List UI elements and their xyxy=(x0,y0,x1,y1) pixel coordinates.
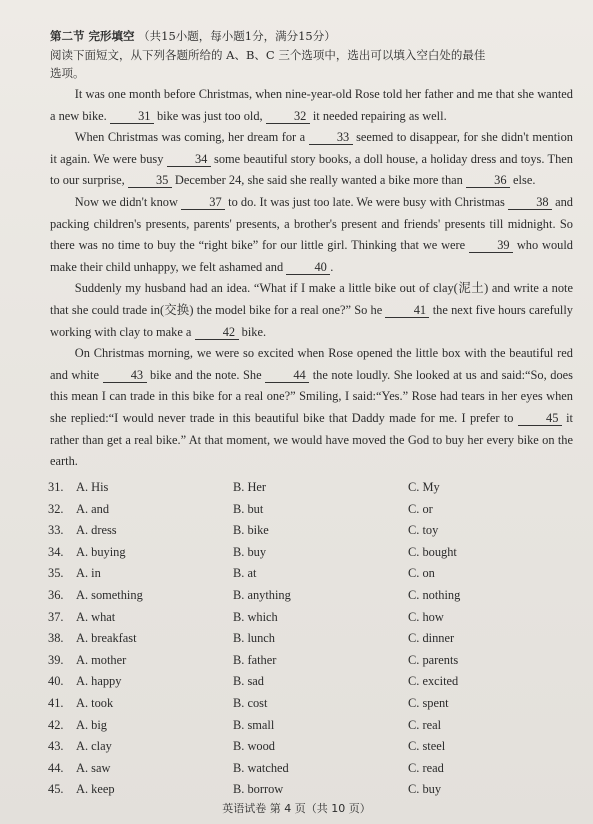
answer-blank: 31 xyxy=(110,109,154,124)
option-c: C. how xyxy=(408,609,444,624)
section-header xyxy=(50,28,573,44)
option-c: C. dinner xyxy=(408,631,455,646)
option-a: A. something xyxy=(76,587,143,602)
passage-text: to do. It was just too late. We were busy with Christmas xyxy=(225,194,508,209)
passage-paragraph xyxy=(50,84,573,127)
option-b: B. borrow xyxy=(233,782,284,797)
passage-text: . xyxy=(330,259,334,274)
question-number: 40. xyxy=(48,674,64,689)
question-number: 44. xyxy=(48,760,64,775)
answer-blank: 34 xyxy=(167,152,211,167)
question-number: 38. xyxy=(48,631,64,646)
passage-paragraph xyxy=(50,192,573,278)
passage-text: else. xyxy=(509,173,536,188)
option-a: A. mother xyxy=(76,652,127,667)
answer-blank: 36 xyxy=(466,173,510,188)
passage-text: On Christmas morning, we were so excited when Rose opened the little box with the beautiful red and white xyxy=(50,346,573,382)
passage-text: bike and the note. She xyxy=(146,367,266,382)
option-a: A. what xyxy=(76,609,116,624)
section-title: 第二节 完形填空 xyxy=(50,29,135,43)
passage-text: some beautiful story books, a doll house, a holiday dress and toys. Then to our surprise, xyxy=(50,151,573,188)
option-c: C. on xyxy=(408,566,435,581)
option-c: C. buy xyxy=(408,782,442,797)
option-a: A. saw xyxy=(76,760,111,775)
passage-text: When Christmas was coming, her dream for a xyxy=(74,130,309,145)
option-row xyxy=(48,563,568,585)
option-row xyxy=(48,693,568,715)
passage-paragraph xyxy=(50,127,573,192)
option-a: A. and xyxy=(76,501,110,516)
option-row xyxy=(48,671,568,693)
option-row xyxy=(48,520,568,542)
option-c: C. parents xyxy=(408,652,459,667)
question-number: 43. xyxy=(48,739,64,754)
question-number: 41. xyxy=(48,695,64,710)
passage-text: it rather than get a real bike.” At that moment, we would have moved the God to buy her every bike on the earth. xyxy=(50,410,574,469)
option-b: B. small xyxy=(233,717,275,732)
answer-blank: 37 xyxy=(181,195,225,210)
option-b: B. sad xyxy=(233,674,264,689)
option-row xyxy=(48,758,568,780)
question-number: 31. xyxy=(48,480,64,494)
option-row xyxy=(48,650,568,672)
option-b: B. buy xyxy=(233,544,267,559)
option-row xyxy=(48,542,568,564)
passage-text: bike was just too old, xyxy=(153,108,266,123)
option-b: B. Her xyxy=(233,480,267,494)
option-b: B. but xyxy=(233,501,264,516)
question-number: 35. xyxy=(48,566,64,581)
passage-paragraph xyxy=(50,343,573,473)
option-c: C. bought xyxy=(408,544,457,559)
option-c: C. or xyxy=(408,501,433,516)
option-a: A. took xyxy=(76,695,114,710)
option-b: B. watched xyxy=(233,760,289,775)
option-b: B. which xyxy=(233,609,278,624)
option-c: C. excited xyxy=(408,674,459,689)
option-row xyxy=(48,607,568,629)
passage-text: it needed repairing as well. xyxy=(309,108,447,123)
cloze-passage xyxy=(50,84,573,473)
answer-blank: 32 xyxy=(266,109,310,124)
option-a: A. breakfast xyxy=(76,631,137,646)
option-a: A. keep xyxy=(76,782,115,797)
passage-text: who would make their child unhappy, we felt ashamed and xyxy=(50,238,573,274)
option-b: B. bike xyxy=(233,523,269,538)
option-row xyxy=(48,628,568,650)
question-number: 45. xyxy=(48,782,64,797)
option-c: C. read xyxy=(408,760,444,775)
answer-blank: 39 xyxy=(469,238,513,253)
option-c: C. My xyxy=(408,480,440,494)
instruction-line-2: 选项。 xyxy=(50,66,85,80)
option-c: C. steel xyxy=(408,739,446,754)
option-b: B. anything xyxy=(233,587,291,602)
question-number: 32. xyxy=(48,501,64,516)
question-number: 34. xyxy=(48,544,64,559)
option-b: B. wood xyxy=(233,739,275,754)
passage-text: the next five hours carefully working with clay to make a xyxy=(50,302,573,339)
answer-blank: 41 xyxy=(385,303,429,318)
option-a: A. big xyxy=(76,717,107,732)
option-a: A. His xyxy=(76,480,109,494)
answer-blank: 38 xyxy=(508,195,552,210)
option-a: A. buying xyxy=(76,544,126,559)
page-footer: 英语试卷 第 4 页（共 10 页） xyxy=(222,802,371,815)
option-row xyxy=(48,779,568,801)
answer-blank: 40 xyxy=(286,260,330,275)
option-c: C. nothing xyxy=(408,587,461,602)
option-row xyxy=(48,715,568,737)
option-c: C. toy xyxy=(408,523,439,538)
question-number: 42. xyxy=(48,717,64,732)
option-c: C. real xyxy=(408,717,442,732)
option-a: A. dress xyxy=(76,523,117,538)
option-a: A. happy xyxy=(76,674,122,689)
option-b: B. cost xyxy=(233,695,268,710)
passage-paragraph xyxy=(50,278,573,343)
option-b: B. father xyxy=(233,652,277,667)
answer-blank: 45 xyxy=(518,411,562,426)
option-row xyxy=(48,585,568,607)
passage-text: It was one month before Christmas, when nine-year-old Rose told her father and me that she wanted a new bike. xyxy=(50,87,573,123)
option-row xyxy=(48,499,568,521)
option-row xyxy=(48,477,568,499)
answer-blank: 44 xyxy=(265,368,309,383)
passage-text: seemed to disappear, for she didn't mention it again. We were busy xyxy=(50,130,573,166)
option-b: B. at xyxy=(233,566,257,581)
passage-text: December 24, she said she really wanted a bike more than xyxy=(171,173,466,188)
question-number: 36. xyxy=(48,587,64,602)
passage-text: Suddenly my husband had an idea. “What if I make a little bike out of clay(泥土) and write a note that she could trade in(交换) the model bike for a real one?” So he xyxy=(50,281,573,317)
option-a: A. in xyxy=(76,566,101,581)
option-a: A. clay xyxy=(76,739,112,754)
question-number: 37. xyxy=(48,609,64,624)
question-number: 39. xyxy=(48,652,64,667)
passage-text: bike. xyxy=(238,324,267,339)
answer-blank: 35 xyxy=(128,173,172,188)
option-c: C. spent xyxy=(408,695,449,710)
passage-text: Now we didn't know xyxy=(74,194,182,209)
instruction-line-1: 阅读下面短文，从下列各题所给的 A、B、C 三个选项中，选出可以填入空白处的最佳 xyxy=(50,48,486,62)
option-row xyxy=(48,736,568,758)
section-note: （共15小题，每小题1分，满分15分） xyxy=(138,29,336,43)
answer-blank: 33 xyxy=(309,130,353,145)
options-list xyxy=(48,477,568,801)
passage-text: and packing children's presents, parents' presents, a brother's present and friends' presents till midnight. So there was no time to buy the “right bike” for our little girl. Thinking that we were xyxy=(50,194,573,253)
answer-blank: 43 xyxy=(103,368,147,383)
question-number: 33. xyxy=(48,523,64,538)
option-b: B. lunch xyxy=(233,631,275,646)
answer-blank: 42 xyxy=(195,325,239,340)
passage-text: the note loudly. She looked at us and said:“So, does this mean I can trade in this bike for a real one?” Smiling, I said:“Yes.” Rose had tears in her eyes when she replied:“I would never trade in this beautiful bike that Daddy made for me. I prefer to xyxy=(50,367,573,425)
